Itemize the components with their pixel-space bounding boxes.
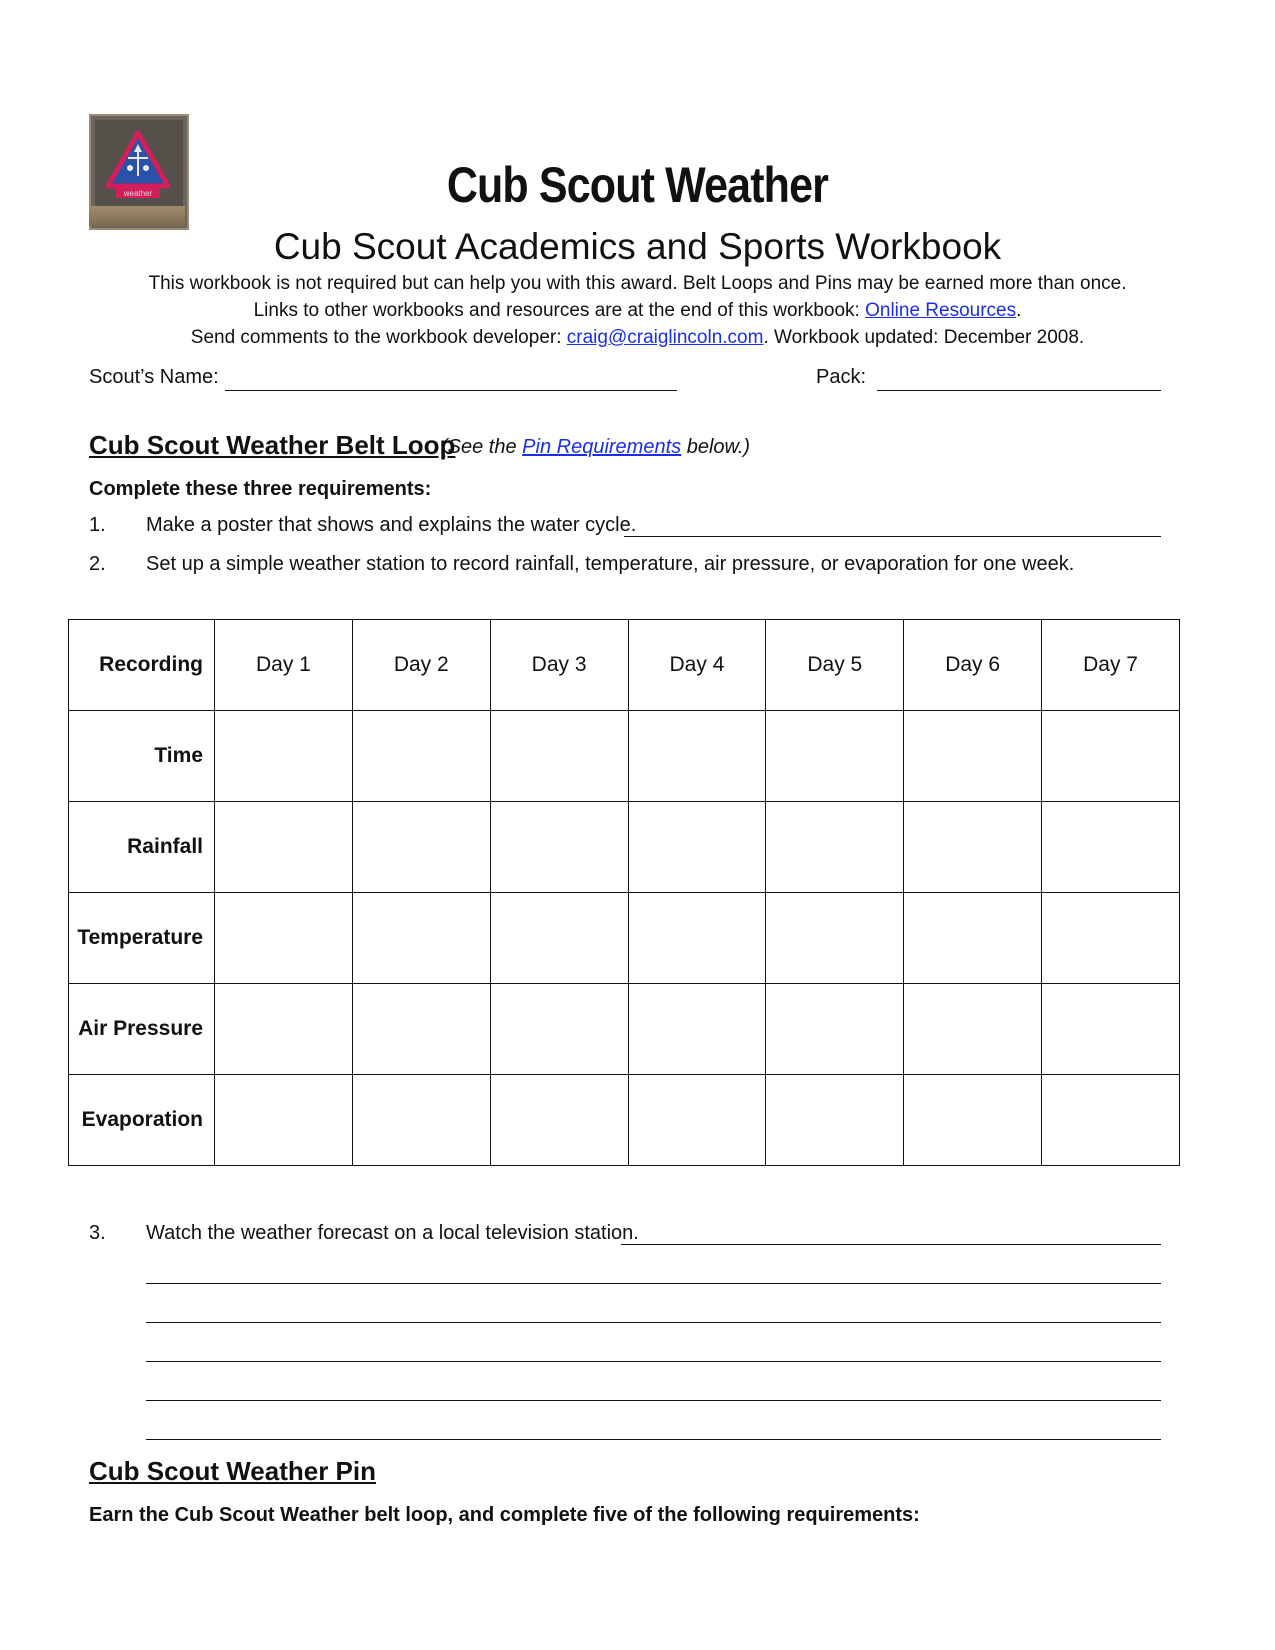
table-cell[interactable] <box>904 711 1042 802</box>
row-label: Rainfall <box>69 802 215 893</box>
table-cell[interactable] <box>628 1075 766 1166</box>
requirement-1-number: 1. <box>89 514 106 536</box>
table-cell[interactable] <box>490 1075 628 1166</box>
table-cell[interactable] <box>490 711 628 802</box>
table-cell[interactable] <box>1042 984 1180 1075</box>
row-label: Time <box>69 711 215 802</box>
page-title: Cub Scout Weather <box>446 157 829 213</box>
note-suffix: below.) <box>681 436 751 458</box>
table-cell[interactable] <box>215 1075 353 1166</box>
day-header: Day 6 <box>904 620 1042 711</box>
table-cell[interactable] <box>904 802 1042 893</box>
table-cell[interactable] <box>628 984 766 1075</box>
row-label: Air Pressure <box>69 984 215 1075</box>
table-header-row <box>69 620 1180 711</box>
pack-field[interactable] <box>877 390 1161 391</box>
table-cell[interactable] <box>352 711 490 802</box>
requirement-3-answer-line[interactable] <box>146 1400 1161 1401</box>
requirement-3-answer-line[interactable] <box>621 1244 1161 1245</box>
requirement-2-number: 2. <box>89 553 106 575</box>
table-row <box>69 1075 1180 1166</box>
table-cell[interactable] <box>628 893 766 984</box>
table-cell[interactable] <box>1042 802 1180 893</box>
table-cell[interactable] <box>766 1075 904 1166</box>
pin-instruction: Earn the Cub Scout Weather belt loop, and complete five of the following requirements: <box>89 1504 920 1526</box>
intro-line-3 <box>0 327 1275 349</box>
intro-line-2 <box>0 300 1275 322</box>
day-header: Day 2 <box>352 620 490 711</box>
table-cell[interactable] <box>766 802 904 893</box>
svg-text:weather: weather <box>123 189 153 198</box>
table-cell[interactable] <box>215 711 353 802</box>
table-cell[interactable] <box>1042 1075 1180 1166</box>
table-cell[interactable] <box>352 802 490 893</box>
online-resources-link[interactable]: Online Resources <box>865 300 1017 321</box>
table-cell[interactable] <box>904 893 1042 984</box>
table-cell[interactable] <box>1042 893 1180 984</box>
intro-line-3-prefix: Send comments to the workbook developer: <box>190 327 567 348</box>
row-label: Temperature <box>69 893 215 984</box>
belt-loop-instruction: Complete these three requirements: <box>89 478 432 500</box>
weather-recording-table <box>68 619 1180 1166</box>
requirement-2-text: Set up a simple weather station to record rainfall, temperature, air pressure, or evaporation for one week. <box>146 553 1075 575</box>
intro-line-2-suffix: . <box>1016 300 1022 321</box>
table-cell[interactable] <box>490 802 628 893</box>
pin-heading: Cub Scout Weather Pin <box>89 1456 376 1486</box>
day-header: Day 7 <box>1042 620 1180 711</box>
table-cell[interactable] <box>215 984 353 1075</box>
table-cell[interactable] <box>628 802 766 893</box>
requirement-1-answer-line[interactable] <box>624 536 1161 537</box>
table-row <box>69 802 1180 893</box>
table-cell[interactable] <box>215 893 353 984</box>
day-header: Day 5 <box>766 620 904 711</box>
table-cell[interactable] <box>215 802 353 893</box>
table-cell[interactable] <box>490 984 628 1075</box>
table-row <box>69 984 1180 1075</box>
table-cell[interactable] <box>352 984 490 1075</box>
requirement-3-text: Watch the weather forecast on a local television station. <box>146 1222 639 1244</box>
requirement-1-text: Make a poster that shows and explains the water cycle. <box>146 514 637 536</box>
table-cell[interactable] <box>766 711 904 802</box>
pack-label: Pack: <box>816 366 867 388</box>
scout-name-label: Scout’s Name: <box>89 366 219 388</box>
table-row <box>69 893 1180 984</box>
table-cell[interactable] <box>766 984 904 1075</box>
row-label: Evaporation <box>69 1075 215 1166</box>
table-cell[interactable] <box>904 984 1042 1075</box>
requirement-3-answer-line[interactable] <box>146 1322 1161 1323</box>
note-prefix: (See the <box>441 436 523 458</box>
table-row <box>69 711 1180 802</box>
intro-line-2-prefix: Links to other workbooks and resources are at the end of this workbook: <box>253 300 866 321</box>
intro-line-3-suffix: . Workbook updated: December 2008. <box>763 327 1085 348</box>
table-cell[interactable] <box>352 893 490 984</box>
scout-name-field[interactable] <box>225 390 677 391</box>
day-header: Day 3 <box>490 620 628 711</box>
table-cell[interactable] <box>490 893 628 984</box>
pin-requirements-link[interactable]: Pin Requirements <box>522 436 682 458</box>
table-cell[interactable] <box>1042 711 1180 802</box>
day-header: Day 1 <box>215 620 353 711</box>
day-header: Day 4 <box>628 620 766 711</box>
requirement-3-answer-line[interactable] <box>146 1439 1161 1440</box>
intro-line-1: This workbook is not required but can help you with this award. Belt Loops and Pins may be earned more than once. <box>148 273 1127 294</box>
requirement-3-answer-line[interactable] <box>146 1361 1161 1362</box>
table-cell[interactable] <box>628 711 766 802</box>
table-corner-label: Recording <box>69 620 215 711</box>
requirement-3-answer-line[interactable] <box>146 1283 1161 1284</box>
table-cell[interactable] <box>766 893 904 984</box>
requirement-3-number: 3. <box>89 1222 106 1244</box>
page-subtitle: Cub Scout Academics and Sports Workbook <box>273 226 1002 267</box>
belt-loop-heading: Cub Scout Weather Belt Loop <box>89 430 456 460</box>
table-cell[interactable] <box>352 1075 490 1166</box>
table-cell[interactable] <box>904 1075 1042 1166</box>
developer-email-link[interactable]: craig@craiglincoln.com <box>566 327 764 348</box>
pin-requirements-note <box>441 436 750 459</box>
